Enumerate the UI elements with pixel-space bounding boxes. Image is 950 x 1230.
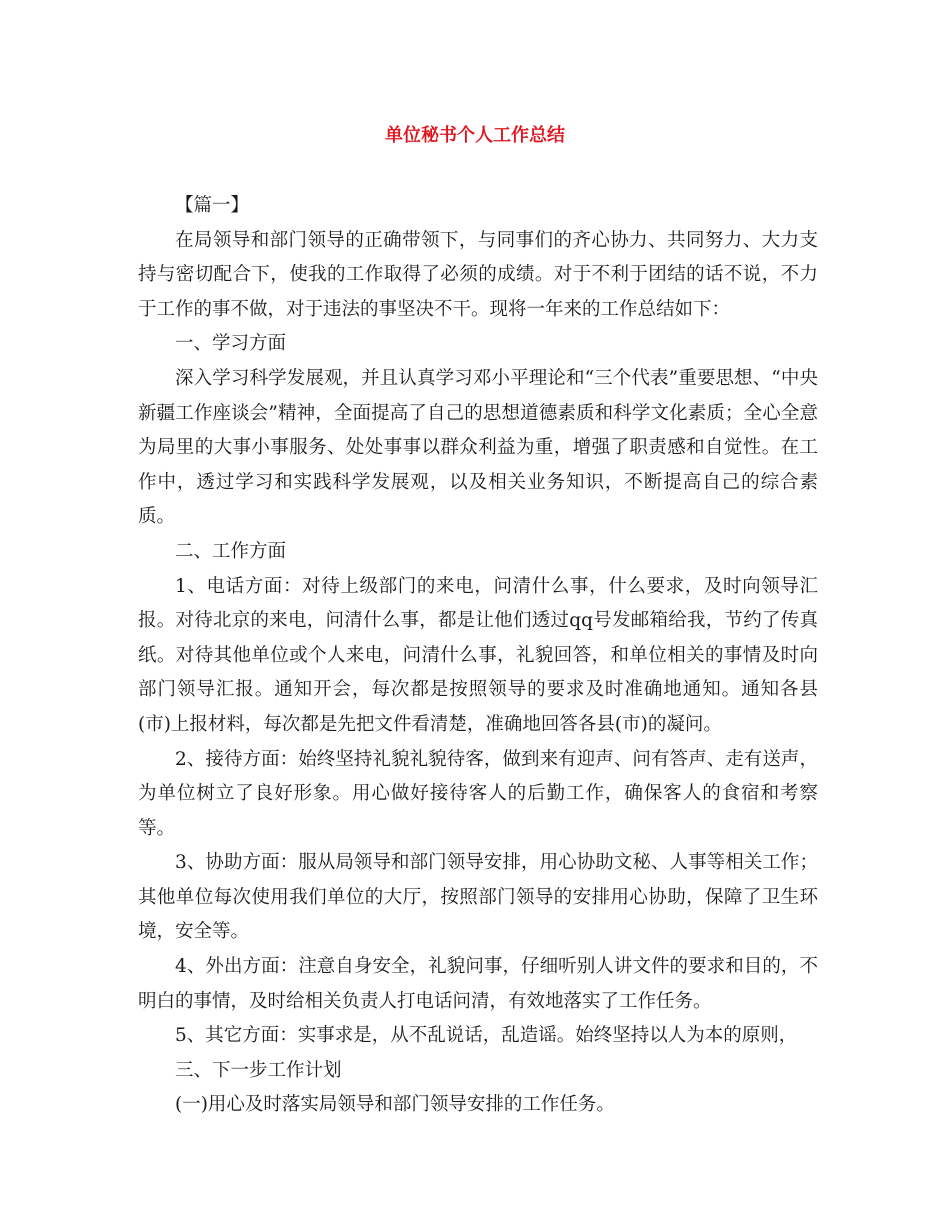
work-item-assist: 3、协助方面：服从局领导和部门领导安排，用心协助文秘、人事等相关工作；其他单位每次使用我们单位的大厅，按照部门领导的安排用心协助，保障了卫生环境，安全等。 — [138, 852, 818, 943]
section-label: 【篇一】 — [175, 195, 250, 216]
study-paragraph: 深入学习科学发展观，并且认真学习邓小平理论和“三个代表”重要思想、“中央新疆工作座谈会”精神，全面提高了自己的思想道德素质和科学文化素质；全心全意为局里的大事小事服务、处处事事以群众利益为重，增强了职责感和自觉性。在工作中，透过学习和实践科学发展观，以及相关业务知识，不断提高自己的综合素质。 — [138, 367, 818, 528]
work-item-phone: 1、电话方面：对待上级部门的来电，问清什么事，什么要求，及时向领导汇报。对待北京的来电，问清什么事，都是让他们透过qq号发邮箱给我，节约了传真纸。对待其他单位或个人来电，问清什么事，礼貌回答，和单位相关的事情及时向部门领导汇报。通知开会，每次都是按照领导的要求及时准确地通知。通知各县(市)上报材料，每次都是先把文件看清楚，准确地回答各县(市)的凝问。 — [138, 575, 818, 735]
heading-work: 二、工作方面 — [175, 540, 287, 562]
work-item-outing: 4、外出方面：注意自身安全，礼貌问事，仔细听别人讲文件的要求和目的，不明白的事情，及时给相关负责人打电话问清，有效地落实了工作任务。 — [138, 956, 818, 1012]
work-item-reception: 2、接待方面：始终坚持礼貌礼貌待客，做到来有迎声、问有答声、走有送声，为单位树立了良好形象。用心做好接待客人的后勤工作，确保客人的食宿和考察等。 — [138, 748, 818, 839]
heading-study: 一、学习方面 — [175, 333, 287, 355]
intro-paragraph: 在局领导和部门领导的正确带领下，与同事们的齐心协力、共同努力、大力支持与密切配合下，使我的工作取得了必须的成绩。对于不利于团结的话不说，不力于工作的事不做，对于违法的事坚决不干。现将一年来的工作总结如下： — [138, 229, 818, 320]
document-title: 单位秘书个人工作总结 — [385, 125, 565, 146]
heading-plan: 三、下一步工作计划 — [175, 1059, 342, 1081]
work-item-other: 5、其它方面：实事求是，从不乱说话，乱造谣。始终坚持以人为本的原则， — [175, 1025, 798, 1047]
document-body — [138, 189, 818, 1123]
plan-item-1: (一)用心及时落实局领导和部门领导安排的工作任务。 — [175, 1094, 615, 1116]
